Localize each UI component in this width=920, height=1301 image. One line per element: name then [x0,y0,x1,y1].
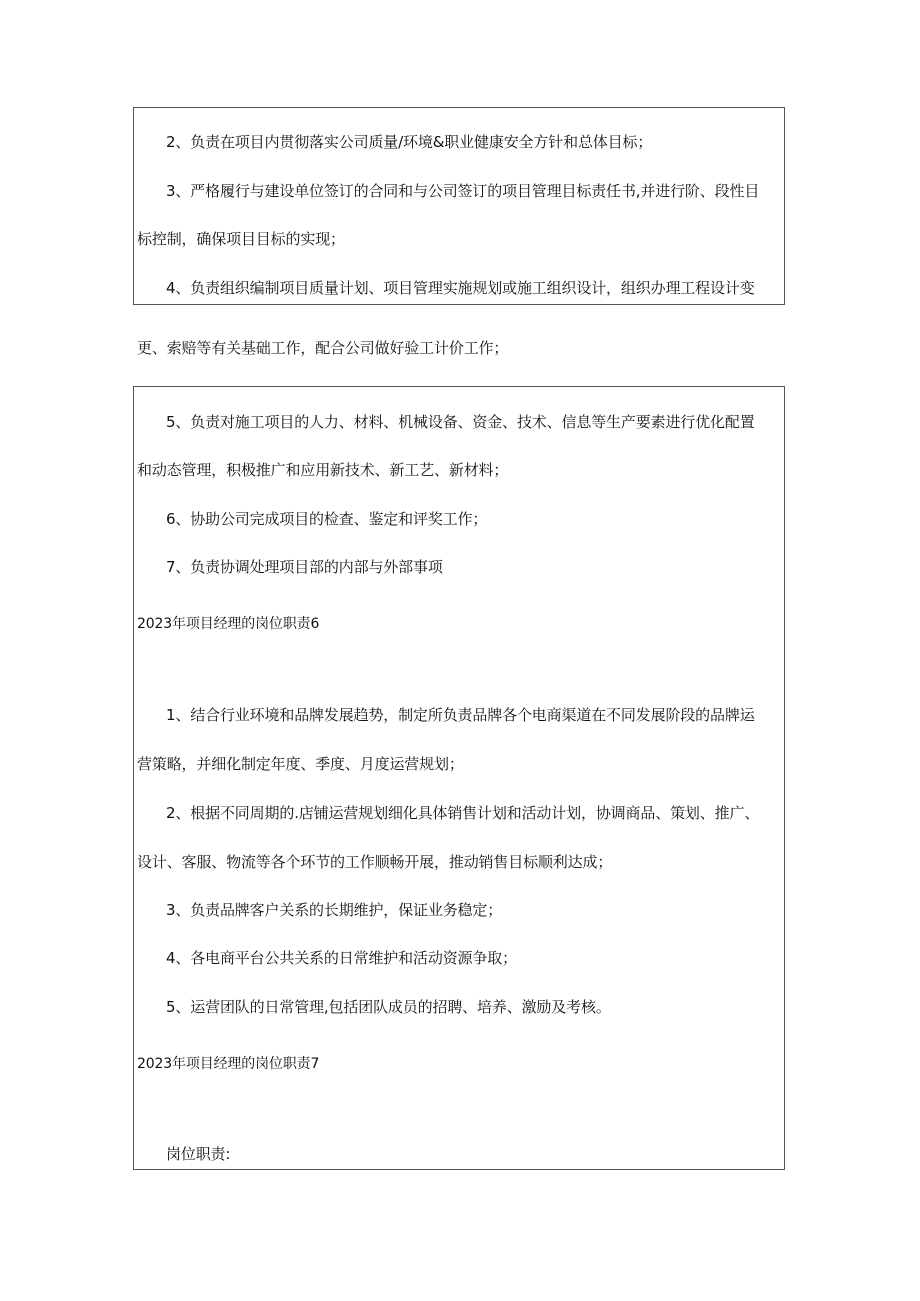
text-frame-main [133,386,785,1170]
paragraph-line: 3、严格履行与建设单位签订的合同和与公司签订的项目管理目标责任书,并进行阶、段性目 [166,182,760,200]
section-heading: 2023年项目经理的岗位职责6 [137,616,320,632]
paragraph-line: 和动态管理，积极推广和应用新技术、新工艺、新材料； [137,461,509,479]
paragraph-line: 5、负责对施工项目的人力、材料、机械设备、资金、技术、信息等生产要素进行优化配置 [166,413,755,431]
paragraph-line: 营策略，并细化制定年度、季度、月度运营规划； [137,755,464,773]
paragraph-line: 3、负责品牌客户关系的长期维护，保证业务稳定； [166,901,503,919]
paragraph-line: 4、各电商平台公共关系的日常维护和活动资源争取； [166,949,517,967]
section-heading: 2023年项目经理的岗位职责7 [137,1056,320,1072]
paragraph-line: 设计、客服、物流等各个环节的工作顺畅开展，推动销售目标顺利达成； [137,853,613,871]
paragraph-line: 2、根据不同周期的.店铺运营规划细化具体销售计划和活动计划，协调商品、策划、推广、 [166,804,760,822]
paragraph-line: 标控制，确保项目目标的实现； [137,230,345,248]
paragraph-line: 2、负责在项目内贯彻落实公司质量/环境&职业健康安全方针和总体目标； [166,133,653,151]
paragraph-line: 4、负责组织编制项目质量计划、项目管理实施规划或施工组织设计，组织办理工程设计变 [166,279,755,297]
paragraph-line: 更、索赔等有关基础工作，配合公司做好验工计价工作； [137,339,509,357]
paragraph-line: 1、结合行业环境和品牌发展趋势，制定所负责品牌各个电商渠道在不同发展阶段的品牌运 [166,706,755,724]
paragraph-line: 5、运营团队的日常管理,包括团队成员的招聘、培养、激励及考核。 [166,998,611,1016]
paragraph-line: 岗位职责: [166,1145,231,1163]
paragraph-line: 6、协助公司完成项目的检查、鉴定和评奖工作； [166,510,488,528]
paragraph-line: 7、负责协调处理项目部的内部与外部事项 [166,558,443,576]
